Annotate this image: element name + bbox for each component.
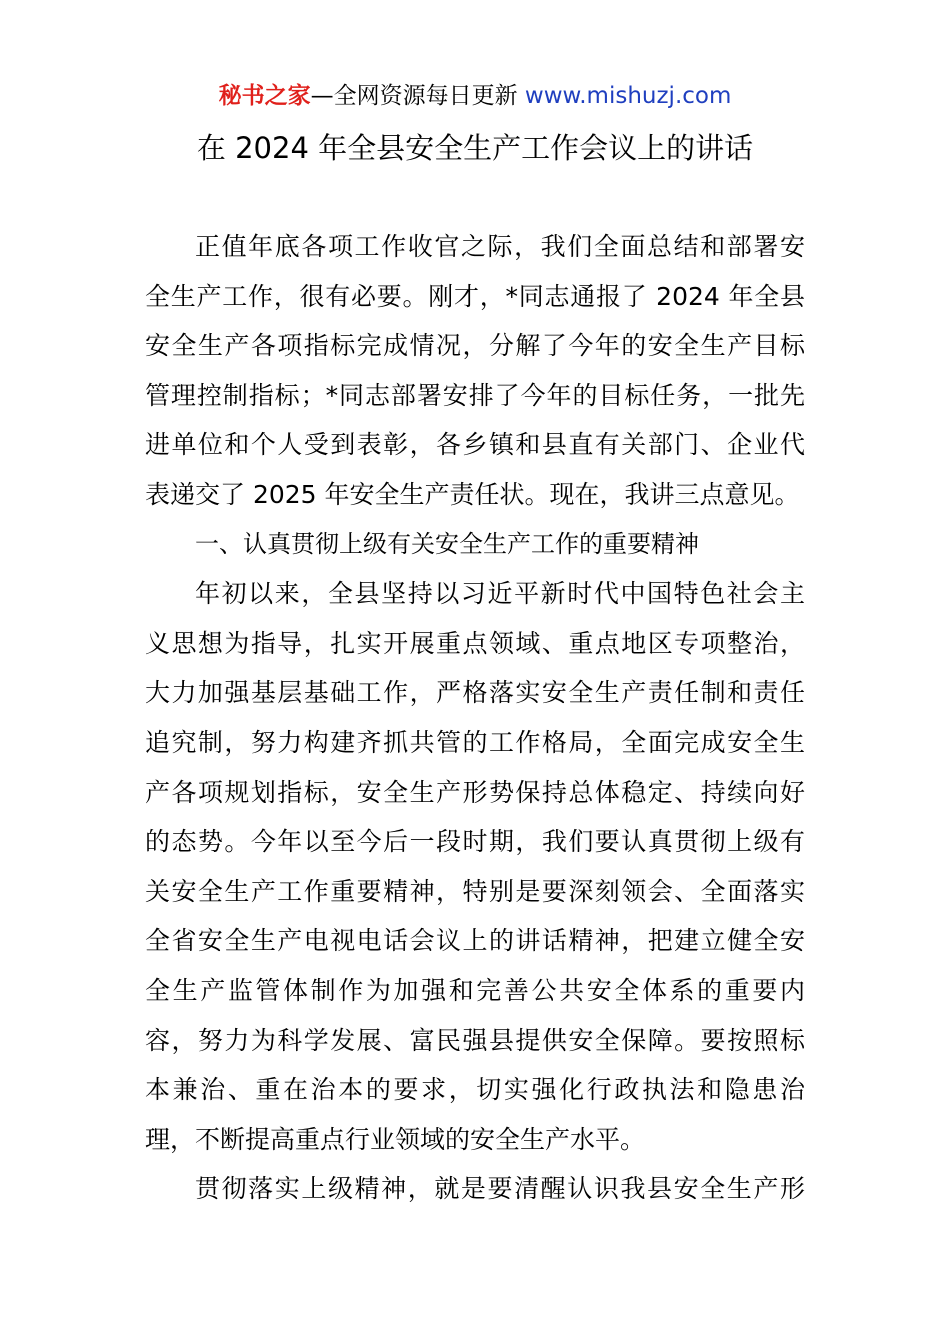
paragraph-line: 进单位和个人受到表彰，各乡镇和县直有关部门、企业代	[145, 430, 805, 460]
document-body	[145, 222, 805, 1214]
paragraph-line: 产各项规划指标，安全生产形势保持总体稳定、持续向好	[145, 777, 805, 807]
paragraph-line: 管理控制指标；*同志部署安排了今年的目标任务，一批先	[145, 380, 805, 410]
document-title: 在 2024 年全县安全生产工作会议上的讲话	[196, 131, 754, 165]
paragraph-line: 关安全生产工作重要精神，特别是要深刻领会、全面落实	[145, 876, 805, 906]
paragraph-line: 正值年底各项工作收官之际，我们全面总结和部署安	[195, 232, 805, 261]
paragraph-line: 全生产工作，很有必要。刚才，*同志通报了 2024 年全县	[145, 281, 805, 311]
paragraph-line: 的态势。今年以至今后一段时期，我们要认真贯彻上级有	[145, 827, 805, 857]
paragraph-line: 容，努力为科学发展、富民强县提供安全保障。要按照标	[145, 1025, 805, 1055]
site-url-link[interactable]: www.mishuzj.com	[524, 83, 732, 109]
paragraph-line: 全生产监管体制作为加强和完善公共安全体系的重要内	[145, 975, 805, 1005]
section-heading: 一、认真贯彻上级有关安全生产工作的重要精神	[195, 529, 699, 558]
paragraph-line: 年初以来，全县坚持以习近平新时代中国特色社会主	[195, 579, 805, 609]
paragraph-line: 大力加强基层基础工作，严格落实安全生产责任制和责任	[145, 678, 805, 708]
paragraph-line: 安全生产各项指标完成情况，分解了今年的安全生产目标	[145, 331, 805, 361]
paragraph-line: 追究制，努力构建齐抓共管的工作格局，全面完成安全生	[145, 727, 805, 757]
paragraph-line: 表递交了 2025 年安全生产责任状。现在，我讲三点意见。	[145, 479, 800, 509]
site-header	[0, 80, 950, 112]
paragraph-line: 贯彻落实上级精神，就是要清醒认识我县安全生产形	[195, 1174, 805, 1204]
paragraph-line: 义思想为指导，扎实开展重点领域、重点地区专项整治，	[145, 628, 805, 658]
paragraph-line: 全省安全生产电视电话会议上的讲话精神，把建立健全安	[145, 926, 805, 956]
paragraph-line: 理，不断提高重点行业领域的安全生产水平。	[145, 1124, 646, 1154]
brand-name: 秘书之家	[218, 83, 311, 109]
paragraph-line: 本兼治、重在治本的要求，切实强化行政执法和隐患治	[145, 1075, 805, 1105]
header-tagline: —全网资源每日更新	[310, 83, 518, 109]
